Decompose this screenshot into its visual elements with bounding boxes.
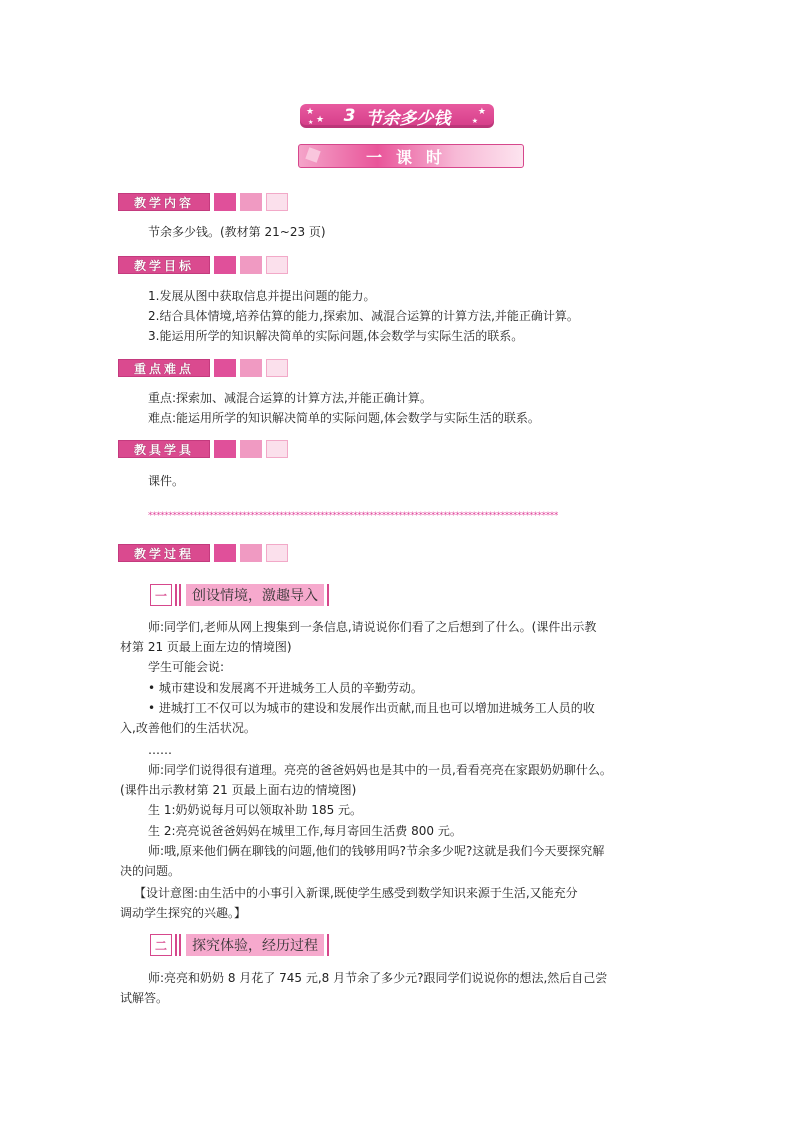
title-number: 3 bbox=[343, 106, 356, 126]
section-header-content bbox=[118, 192, 288, 212]
decor-square bbox=[214, 359, 236, 377]
step-number: 一 bbox=[150, 584, 172, 606]
step-header-2 bbox=[150, 934, 329, 956]
step-title: 探究体验，经历过程 bbox=[186, 934, 324, 956]
step-tail bbox=[327, 934, 329, 956]
paragraph-line: 试解答。 bbox=[120, 991, 169, 1005]
paragraph-line: 学生可能会说: bbox=[148, 660, 225, 674]
decor-square bbox=[266, 359, 288, 377]
design-intent-line: 【设计意图:由生活中的小事引入新课,既使学生感受到数学知识来源于生活,又能充分 bbox=[134, 886, 578, 900]
star-icon: ★ bbox=[308, 119, 314, 126]
decor-square bbox=[266, 256, 288, 274]
decor-square bbox=[240, 544, 262, 562]
decor-square bbox=[266, 544, 288, 562]
star-icon: ★ bbox=[316, 115, 325, 125]
decor-square bbox=[240, 359, 262, 377]
decor-square bbox=[214, 440, 236, 458]
section-label: 重点难点 bbox=[118, 359, 210, 377]
paragraph-line: 师:同学们,老师从网上搜集到一条信息,请说说你们看了之后想到了什么。(课件出示教 bbox=[148, 620, 597, 634]
tools-body: 课件。 bbox=[148, 474, 185, 488]
goal-item: 1.发展从图中获取信息并提出问题的能力。 bbox=[148, 289, 376, 303]
section-label: 教具学具 bbox=[118, 440, 210, 458]
decor-square bbox=[240, 256, 262, 274]
section-header-tools bbox=[118, 439, 288, 459]
section-header-goals bbox=[118, 255, 288, 275]
lesson-period-banner bbox=[298, 144, 524, 168]
step-title: 创设情境，激趣导入 bbox=[186, 584, 324, 606]
keypoint-item: 重点:探索加、减混合运算的计算方法,并能正确计算。 bbox=[148, 391, 432, 405]
paragraph-line: …… bbox=[148, 743, 172, 757]
step-header-1 bbox=[150, 584, 329, 606]
section-label: 教学内容 bbox=[118, 193, 210, 211]
star-icon: ★ bbox=[306, 107, 315, 117]
paragraph-line: 材第 21 页最上面左边的情境图) bbox=[120, 640, 292, 654]
step-number: 二 bbox=[150, 934, 172, 956]
paragraph-line: (课件出示教材第 21 页最上面右边的情境图) bbox=[120, 783, 357, 797]
star-icon: ★ bbox=[471, 117, 478, 125]
decor-square bbox=[214, 193, 236, 211]
paragraph-line: • 进城打工不仅可以为城市的建设和发展作出贡献,而且也可以增加进城务工人员的收 bbox=[148, 701, 595, 715]
decor-square bbox=[240, 440, 262, 458]
step-bars bbox=[175, 584, 183, 606]
diamond-icon bbox=[305, 147, 320, 162]
paragraph-line: • 城市建设和发展离不开进城务工人员的辛勤劳动。 bbox=[148, 681, 423, 695]
goal-item: 3.能运用所学的知识解决简单的实际问题,体会数学与实际生活的联系。 bbox=[148, 329, 524, 343]
step-tail bbox=[327, 584, 329, 606]
decor-square bbox=[214, 256, 236, 274]
lesson-period-label: 一课时 bbox=[365, 147, 456, 167]
paragraph-line: 师:哦,原来他们俩在聊钱的问题,他们的钱够用吗?节余多少呢?这就是我们今天要探究解 bbox=[148, 844, 605, 858]
separator-line: **************************************************************************************************** bbox=[148, 511, 559, 521]
lesson-title-banner bbox=[300, 104, 494, 128]
decor-square bbox=[266, 440, 288, 458]
section-label: 教学过程 bbox=[118, 544, 210, 562]
design-intent-line: 调动学生探究的兴趣。】 bbox=[120, 906, 247, 920]
decor-square bbox=[240, 193, 262, 211]
section-label: 教学目标 bbox=[118, 256, 210, 274]
paragraph-line: 决的问题。 bbox=[120, 864, 181, 878]
star-icon: ★ bbox=[477, 107, 486, 117]
page-title: 节余多少钱 bbox=[365, 108, 451, 129]
paragraph-line: 师:亮亮和奶奶 8 月花了 745 元,8 月节余了多少元?跟同学们说说你的想法,然后自己尝 bbox=[148, 971, 608, 985]
decor-square bbox=[214, 544, 236, 562]
paragraph-line: 师:同学们说得很有道理。亮亮的爸爸妈妈也是其中的一员,看看亮亮在家跟奶奶聊什么。 bbox=[148, 763, 612, 777]
section-header-keypoints bbox=[118, 358, 288, 378]
goal-item: 2.结合具体情境,培养估算的能力,探索加、减混合运算的计算方法,并能正确计算。 bbox=[148, 309, 579, 323]
keypoint-item: 难点:能运用所学的知识解决简单的实际问题,体会数学与实际生活的联系。 bbox=[148, 411, 540, 425]
section-header-process bbox=[118, 543, 288, 563]
paragraph-line: 生 2:亮亮说爸爸妈妈在城里工作,每月寄回生活费 800 元。 bbox=[148, 824, 462, 838]
decor-square bbox=[266, 193, 288, 211]
paragraph-line: 入,改善他们的生活状况。 bbox=[120, 721, 256, 735]
step-bars bbox=[175, 934, 183, 956]
paragraph-line: 生 1:奶奶说每月可以领取补助 185 元。 bbox=[148, 803, 363, 817]
content-body: 节余多少钱。(教材第 21~23 页) bbox=[148, 225, 326, 239]
